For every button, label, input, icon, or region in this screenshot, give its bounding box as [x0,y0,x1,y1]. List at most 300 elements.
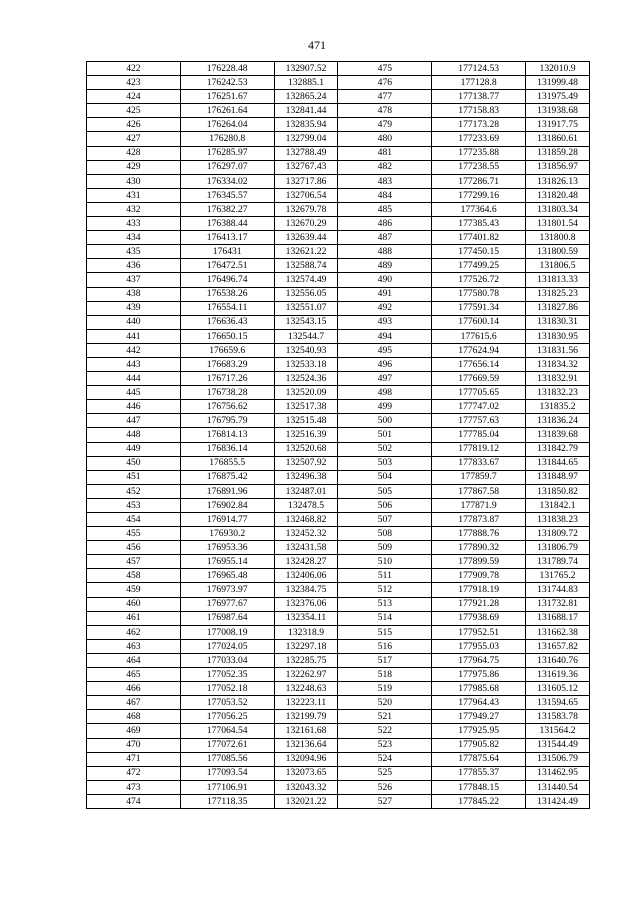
point-number-cell: 463 [87,639,181,653]
y-coordinate-cell: 132885.1 [274,76,338,90]
table-row [87,146,590,160]
point-number-cell: 452 [87,484,181,498]
y-coordinate-cell: 131831.56 [526,343,590,357]
point-number-cell: 466 [87,682,181,696]
point-number-cell: 439 [87,301,181,315]
x-coordinate-cell: 177888.76 [432,527,526,541]
x-coordinate-cell: 177949.27 [432,710,526,724]
x-coordinate-cell: 177964.43 [432,696,526,710]
point-number-cell: 465 [87,668,181,682]
x-coordinate-cell: 177615.6 [432,329,526,343]
x-coordinate-cell: 177955.03 [432,639,526,653]
point-number-cell: 451 [87,470,181,484]
x-coordinate-cell: 177899.59 [432,555,526,569]
x-coordinate-cell: 177785.04 [432,428,526,442]
point-number-cell: 432 [87,202,181,216]
x-coordinate-cell: 176930.2 [180,527,274,541]
point-number-cell: 499 [338,400,432,414]
x-coordinate-cell: 177591.34 [432,301,526,315]
y-coordinate-cell: 131506.79 [526,752,590,766]
point-number-cell: 430 [87,174,181,188]
table-row [87,118,590,132]
y-coordinate-cell: 131830.95 [526,329,590,343]
point-number-cell: 526 [338,780,432,794]
x-coordinate-cell: 177871.9 [432,498,526,512]
point-number-cell: 500 [338,414,432,428]
x-coordinate-cell: 177757.63 [432,414,526,428]
point-number-cell: 480 [338,132,432,146]
x-coordinate-cell: 177385.43 [432,217,526,231]
y-coordinate-cell: 132010.9 [526,62,590,76]
table-row [87,668,590,682]
table-row [87,724,590,738]
point-number-cell: 426 [87,118,181,132]
y-coordinate-cell: 132788.49 [274,146,338,160]
y-coordinate-cell: 132799.04 [274,132,338,146]
x-coordinate-cell: 177867.58 [432,484,526,498]
x-coordinate-cell: 176636.43 [180,315,274,329]
coordinates-table [86,61,590,809]
x-coordinate-cell: 177845.22 [432,794,526,808]
point-number-cell: 469 [87,724,181,738]
point-number-cell: 470 [87,738,181,752]
x-coordinate-cell: 176251.67 [180,90,274,104]
point-number-cell: 429 [87,160,181,174]
y-coordinate-cell: 131917.75 [526,118,590,132]
y-coordinate-cell: 132540.93 [274,343,338,357]
point-number-cell: 472 [87,766,181,780]
x-coordinate-cell: 177233.69 [432,132,526,146]
point-number-cell: 505 [338,484,432,498]
x-coordinate-cell: 177106.91 [180,780,274,794]
y-coordinate-cell: 131800.8 [526,231,590,245]
table-row [87,569,590,583]
x-coordinate-cell: 176855.5 [180,456,274,470]
point-number-cell: 492 [338,301,432,315]
point-number-cell: 444 [87,372,181,386]
point-number-cell: 453 [87,498,181,512]
point-number-cell: 447 [87,414,181,428]
table-row [87,386,590,400]
y-coordinate-cell: 132507.92 [274,456,338,470]
y-coordinate-cell: 131830.31 [526,315,590,329]
x-coordinate-cell: 177985.68 [432,682,526,696]
point-number-cell: 467 [87,696,181,710]
y-coordinate-cell: 132524.36 [274,372,338,386]
point-number-cell: 425 [87,104,181,118]
x-coordinate-cell: 177669.59 [432,372,526,386]
table-row [87,555,590,569]
point-number-cell: 434 [87,231,181,245]
x-coordinate-cell: 177705.65 [432,386,526,400]
point-number-cell: 494 [338,329,432,343]
point-number-cell: 460 [87,597,181,611]
x-coordinate-cell: 176836.14 [180,442,274,456]
y-coordinate-cell: 131850.82 [526,484,590,498]
x-coordinate-cell: 176659.6 [180,343,274,357]
y-coordinate-cell: 132384.75 [274,583,338,597]
table-row [87,484,590,498]
table-row [87,597,590,611]
point-number-cell: 512 [338,583,432,597]
table-row [87,217,590,231]
point-number-cell: 456 [87,541,181,555]
y-coordinate-cell: 132515.48 [274,414,338,428]
table-row [87,414,590,428]
x-coordinate-cell: 176914.77 [180,513,274,527]
x-coordinate-cell: 177873.87 [432,513,526,527]
y-coordinate-cell: 132517.38 [274,400,338,414]
point-number-cell: 437 [87,273,181,287]
point-number-cell: 471 [87,752,181,766]
x-coordinate-cell: 177052.35 [180,668,274,682]
x-coordinate-cell: 177580.78 [432,287,526,301]
point-number-cell: 507 [338,513,432,527]
x-coordinate-cell: 176875.42 [180,470,274,484]
x-coordinate-cell: 177905.82 [432,738,526,752]
y-coordinate-cell: 131975.49 [526,90,590,104]
y-coordinate-cell: 132406.06 [274,569,338,583]
table-row [87,132,590,146]
point-number-cell: 487 [338,231,432,245]
point-number-cell: 431 [87,188,181,202]
table-row [87,174,590,188]
point-number-cell: 498 [338,386,432,400]
y-coordinate-cell: 132574.49 [274,273,338,287]
y-coordinate-cell: 131594.65 [526,696,590,710]
point-number-cell: 524 [338,752,432,766]
y-coordinate-cell: 131832.91 [526,372,590,386]
y-coordinate-cell: 132262.97 [274,668,338,682]
y-coordinate-cell: 131744.83 [526,583,590,597]
point-number-cell: 519 [338,682,432,696]
y-coordinate-cell: 132354.11 [274,611,338,625]
x-coordinate-cell: 177299.16 [432,188,526,202]
x-coordinate-cell: 176650.15 [180,329,274,343]
y-coordinate-cell: 131848.97 [526,470,590,484]
x-coordinate-cell: 177238.55 [432,160,526,174]
x-coordinate-cell: 176261.64 [180,104,274,118]
y-coordinate-cell: 131856.97 [526,160,590,174]
table-row [87,76,590,90]
x-coordinate-cell: 176496.74 [180,273,274,287]
point-number-cell: 486 [338,217,432,231]
point-number-cell: 488 [338,245,432,259]
coordinates-table-body [87,62,590,809]
y-coordinate-cell: 131842.1 [526,498,590,512]
point-number-cell: 514 [338,611,432,625]
page-number: 471 [308,38,326,52]
point-number-cell: 521 [338,710,432,724]
x-coordinate-cell: 177952.51 [432,625,526,639]
y-coordinate-cell: 131605.12 [526,682,590,696]
x-coordinate-cell: 176297.07 [180,160,274,174]
table-row [87,541,590,555]
y-coordinate-cell: 132588.74 [274,259,338,273]
y-coordinate-cell: 132468.82 [274,513,338,527]
y-coordinate-cell: 131842.79 [526,442,590,456]
point-number-cell: 503 [338,456,432,470]
x-coordinate-cell: 177008.19 [180,625,274,639]
point-number-cell: 450 [87,456,181,470]
y-coordinate-cell: 131999.48 [526,76,590,90]
y-coordinate-cell: 131765.2 [526,569,590,583]
point-number-cell: 464 [87,653,181,667]
table-row [87,470,590,484]
x-coordinate-cell: 177064.54 [180,724,274,738]
point-number-cell: 520 [338,696,432,710]
y-coordinate-cell: 132161.68 [274,724,338,738]
point-number-cell: 422 [87,62,181,76]
table-row [87,202,590,216]
y-coordinate-cell: 132544.7 [274,329,338,343]
y-coordinate-cell: 132285.75 [274,653,338,667]
point-number-cell: 446 [87,400,181,414]
point-number-cell: 454 [87,513,181,527]
y-coordinate-cell: 131806.5 [526,259,590,273]
table-row [87,372,590,386]
x-coordinate-cell: 177093.54 [180,766,274,780]
point-number-cell: 449 [87,442,181,456]
table-row [87,160,590,174]
table-row [87,498,590,512]
table-row [87,273,590,287]
y-coordinate-cell: 132297.18 [274,639,338,653]
x-coordinate-cell: 176717.26 [180,372,274,386]
table-row [87,794,590,808]
y-coordinate-cell: 131860.61 [526,132,590,146]
x-coordinate-cell: 176538.26 [180,287,274,301]
x-coordinate-cell: 176242.53 [180,76,274,90]
y-coordinate-cell: 131800.59 [526,245,590,259]
y-coordinate-cell: 131424.49 [526,794,590,808]
point-number-cell: 427 [87,132,181,146]
y-coordinate-cell: 132043.32 [274,780,338,794]
x-coordinate-cell: 177624.94 [432,343,526,357]
y-coordinate-cell: 132767.43 [274,160,338,174]
x-coordinate-cell: 177964.75 [432,653,526,667]
point-number-cell: 473 [87,780,181,794]
y-coordinate-cell: 132717.86 [274,174,338,188]
table-row [87,710,590,724]
x-coordinate-cell: 176683.29 [180,357,274,371]
point-number-cell: 468 [87,710,181,724]
x-coordinate-cell: 176334.02 [180,174,274,188]
y-coordinate-cell: 132533.18 [274,357,338,371]
y-coordinate-cell: 132621.22 [274,245,338,259]
y-coordinate-cell: 132841.44 [274,104,338,118]
y-coordinate-cell: 132021.22 [274,794,338,808]
point-number-cell: 438 [87,287,181,301]
y-coordinate-cell: 131938.68 [526,104,590,118]
point-number-cell: 527 [338,794,432,808]
x-coordinate-cell: 177918.19 [432,583,526,597]
table-row [87,456,590,470]
x-coordinate-cell: 177235.88 [432,146,526,160]
y-coordinate-cell: 132376.06 [274,597,338,611]
point-number-cell: 462 [87,625,181,639]
x-coordinate-cell: 177401.82 [432,231,526,245]
x-coordinate-cell: 176345.57 [180,188,274,202]
point-number-cell: 482 [338,160,432,174]
point-number-cell: 433 [87,217,181,231]
table-row [87,738,590,752]
table-row [87,287,590,301]
point-number-cell: 516 [338,639,432,653]
point-number-cell: 459 [87,583,181,597]
x-coordinate-cell: 176431 [180,245,274,259]
table-row [87,357,590,371]
y-coordinate-cell: 131826.13 [526,174,590,188]
table-row [87,513,590,527]
x-coordinate-cell: 177921.28 [432,597,526,611]
point-number-cell: 490 [338,273,432,287]
point-number-cell: 441 [87,329,181,343]
y-coordinate-cell: 132199.79 [274,710,338,724]
y-coordinate-cell: 132496.38 [274,470,338,484]
y-coordinate-cell: 132520.09 [274,386,338,400]
y-coordinate-cell: 132551.07 [274,301,338,315]
y-coordinate-cell: 132835.94 [274,118,338,132]
point-number-cell: 496 [338,357,432,371]
point-number-cell: 443 [87,357,181,371]
table-row [87,231,590,245]
point-number-cell: 513 [338,597,432,611]
y-coordinate-cell: 131838.23 [526,513,590,527]
y-coordinate-cell: 131825.23 [526,287,590,301]
y-coordinate-cell: 131820.48 [526,188,590,202]
table-row [87,583,590,597]
x-coordinate-cell: 177158.83 [432,104,526,118]
table-row [87,90,590,104]
point-number-cell: 501 [338,428,432,442]
point-number-cell: 457 [87,555,181,569]
point-number-cell: 525 [338,766,432,780]
y-coordinate-cell: 131662.38 [526,625,590,639]
y-coordinate-cell: 131564.2 [526,724,590,738]
point-number-cell: 493 [338,315,432,329]
y-coordinate-cell: 131462.95 [526,766,590,780]
y-coordinate-cell: 131809.72 [526,527,590,541]
point-number-cell: 495 [338,343,432,357]
x-coordinate-cell: 177938.69 [432,611,526,625]
y-coordinate-cell: 132248.63 [274,682,338,696]
point-number-cell: 423 [87,76,181,90]
table-row [87,611,590,625]
point-number-cell: 522 [338,724,432,738]
y-coordinate-cell: 131619.36 [526,668,590,682]
y-coordinate-cell: 131806.79 [526,541,590,555]
table-row [87,780,590,794]
point-number-cell: 474 [87,794,181,808]
x-coordinate-cell: 177747.02 [432,400,526,414]
x-coordinate-cell: 176891.96 [180,484,274,498]
x-coordinate-cell: 177890.32 [432,541,526,555]
y-coordinate-cell: 132639.44 [274,231,338,245]
x-coordinate-cell: 176977.67 [180,597,274,611]
point-number-cell: 489 [338,259,432,273]
x-coordinate-cell: 177925.95 [432,724,526,738]
y-coordinate-cell: 132706.54 [274,188,338,202]
table-row [87,527,590,541]
point-number-cell: 428 [87,146,181,160]
table-row [87,766,590,780]
x-coordinate-cell: 177600.14 [432,315,526,329]
y-coordinate-cell: 131688.17 [526,611,590,625]
y-coordinate-cell: 132452.32 [274,527,338,541]
point-number-cell: 455 [87,527,181,541]
point-number-cell: 477 [338,90,432,104]
y-coordinate-cell: 131836.24 [526,414,590,428]
table-row [87,188,590,202]
x-coordinate-cell: 177975.86 [432,668,526,682]
point-number-cell: 485 [338,202,432,216]
x-coordinate-cell: 177085.56 [180,752,274,766]
point-number-cell: 509 [338,541,432,555]
y-coordinate-cell: 132520.68 [274,442,338,456]
y-coordinate-cell: 131844.65 [526,456,590,470]
x-coordinate-cell: 177124.53 [432,62,526,76]
point-number-cell: 515 [338,625,432,639]
y-coordinate-cell: 132516.39 [274,428,338,442]
point-number-cell: 478 [338,104,432,118]
point-number-cell: 436 [87,259,181,273]
y-coordinate-cell: 131544.49 [526,738,590,752]
x-coordinate-cell: 177859.7 [432,470,526,484]
table-row [87,62,590,76]
x-coordinate-cell: 176472.51 [180,259,274,273]
x-coordinate-cell: 176554.11 [180,301,274,315]
table-row [87,696,590,710]
y-coordinate-cell: 132431.58 [274,541,338,555]
x-coordinate-cell: 177875.64 [432,752,526,766]
point-number-cell: 517 [338,653,432,667]
point-number-cell: 476 [338,76,432,90]
table-row [87,400,590,414]
x-coordinate-cell: 176756.62 [180,400,274,414]
x-coordinate-cell: 177909.78 [432,569,526,583]
y-coordinate-cell: 131834.32 [526,357,590,371]
y-coordinate-cell: 132094.96 [274,752,338,766]
x-coordinate-cell: 176902.84 [180,498,274,512]
x-coordinate-cell: 177138.77 [432,90,526,104]
table-row [87,625,590,639]
x-coordinate-cell: 177024.05 [180,639,274,653]
y-coordinate-cell: 131640.76 [526,653,590,667]
table-row [87,301,590,315]
point-number-cell: 483 [338,174,432,188]
x-coordinate-cell: 177819.12 [432,442,526,456]
x-coordinate-cell: 176280.8 [180,132,274,146]
y-coordinate-cell: 131440.54 [526,780,590,794]
y-coordinate-cell: 132318.9 [274,625,338,639]
point-number-cell: 508 [338,527,432,541]
x-coordinate-cell: 177450.15 [432,245,526,259]
point-number-cell: 440 [87,315,181,329]
x-coordinate-cell: 177848.15 [432,780,526,794]
table-row [87,428,590,442]
table-row [87,343,590,357]
y-coordinate-cell: 132073.65 [274,766,338,780]
point-number-cell: 475 [338,62,432,76]
y-coordinate-cell: 131813.33 [526,273,590,287]
y-coordinate-cell: 131839.68 [526,428,590,442]
x-coordinate-cell: 176264.04 [180,118,274,132]
point-number-cell: 484 [338,188,432,202]
y-coordinate-cell: 132543.15 [274,315,338,329]
y-coordinate-cell: 131789.74 [526,555,590,569]
y-coordinate-cell: 132487.01 [274,484,338,498]
